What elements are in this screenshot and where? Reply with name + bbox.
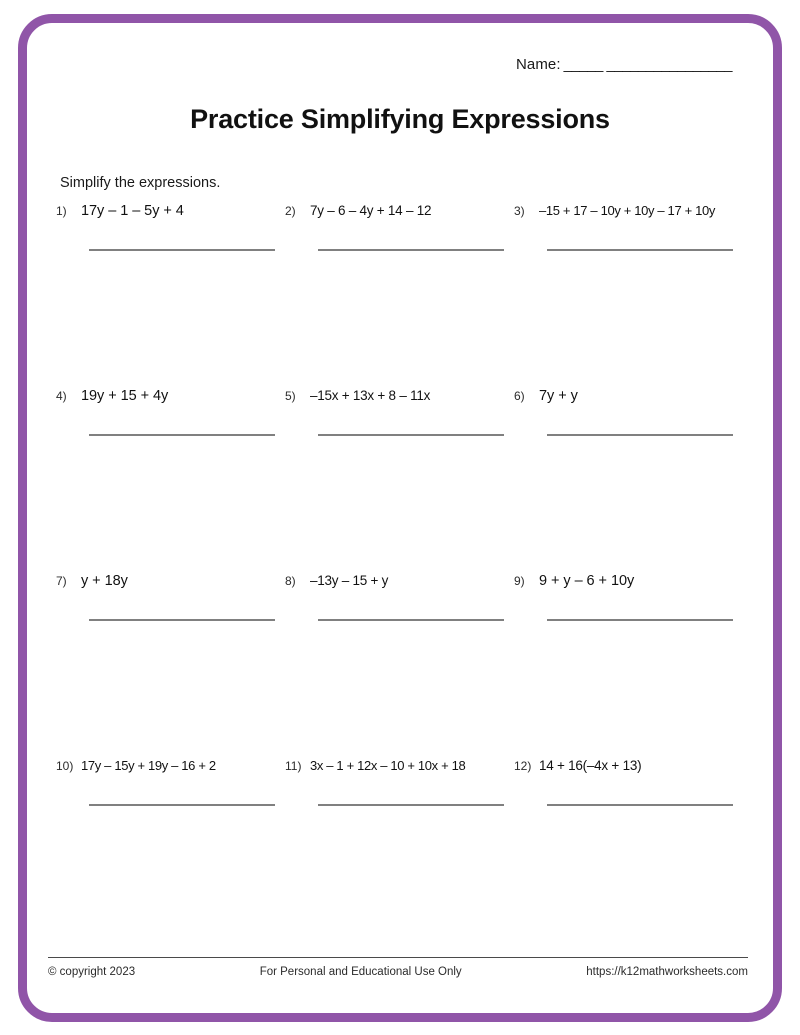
- answer-line[interactable]: [318, 619, 504, 621]
- problem-number: 1): [56, 204, 67, 218]
- answer-line[interactable]: [547, 619, 733, 621]
- problem-item-4: [56, 388, 285, 573]
- problem-expression: 14 + 16(–4x + 13): [539, 758, 642, 773]
- footer-copyright: © copyright 2023: [48, 966, 136, 978]
- problem-expression: –13y – 15 + y: [310, 573, 389, 588]
- problem-number: 5): [285, 389, 296, 403]
- answer-line[interactable]: [318, 804, 504, 806]
- answer-line[interactable]: [547, 804, 733, 806]
- problem-item-2: [285, 203, 514, 388]
- page-title: Practice Simplifying Expressions: [190, 104, 610, 134]
- problem-expression: –15 + 17 – 10y + 10y – 17 + 10y: [539, 203, 715, 218]
- answer-line[interactable]: [89, 804, 275, 806]
- answer-line[interactable]: [318, 249, 504, 251]
- problem-number: 3): [514, 204, 525, 218]
- problem-item-3: [514, 203, 743, 388]
- problem-expression: –15x + 13x + 8 – 11x: [310, 388, 431, 403]
- problem-row: [56, 758, 744, 773]
- problem-row: [56, 203, 744, 388]
- footer-divider: [48, 957, 748, 958]
- name-blank-line[interactable]: _____ ________________: [563, 56, 732, 73]
- problem-item-6: [514, 388, 743, 573]
- footer-url[interactable]: https://k12mathworksheets.com: [586, 966, 748, 978]
- problem-item-11: [285, 758, 514, 773]
- problem-number: 4): [56, 389, 67, 403]
- problem-expression: 19y + 15 + 4y: [81, 388, 169, 404]
- name-field[interactable]: [516, 56, 732, 73]
- problem-item-5: [285, 388, 514, 573]
- problem-expression: 7y – 6 – 4y + 14 – 12: [310, 203, 432, 218]
- problem-expression: 17y – 15y + 19y – 16 + 2: [81, 758, 216, 773]
- problem-number: 12): [514, 759, 532, 773]
- problem-number: 2): [285, 204, 296, 218]
- problem-number: 7): [56, 574, 67, 588]
- problem-row: [56, 388, 744, 573]
- answer-line[interactable]: [89, 249, 275, 251]
- problem-item-9: [514, 573, 743, 758]
- problem-number: 9): [514, 574, 525, 588]
- problem-row: [56, 573, 744, 758]
- problem-item-10: [56, 758, 285, 773]
- problems-grid: [56, 203, 744, 773]
- problem-expression: 17y – 1 – 5y + 4: [81, 203, 184, 219]
- problem-item-1: [56, 203, 285, 388]
- answer-line[interactable]: [547, 249, 733, 251]
- answer-line[interactable]: [89, 619, 275, 621]
- problem-expression: y + 18y: [81, 573, 128, 589]
- problem-number: 11): [285, 759, 302, 773]
- footer-usage-notice: For Personal and Educational Use Only: [259, 966, 462, 978]
- problem-number: 10): [56, 759, 74, 773]
- answer-line[interactable]: [318, 434, 504, 436]
- answer-line[interactable]: [547, 434, 733, 436]
- problem-item-8: [285, 573, 514, 758]
- problem-expression: 7y + y: [539, 388, 578, 404]
- problem-expression: 3x – 1 + 12x – 10 + 10x + 18: [310, 758, 466, 773]
- problem-item-12: [514, 758, 743, 773]
- page-footer: [48, 966, 748, 978]
- answer-line[interactable]: [89, 434, 275, 436]
- problem-number: 8): [285, 574, 296, 588]
- instruction-text: Simplify the expressions.: [60, 175, 221, 191]
- name-label: Name:: [515, 56, 561, 73]
- problem-number: 6): [514, 389, 525, 403]
- problem-expression: 9 + y – 6 + 10y: [539, 573, 635, 589]
- problem-item-7: [56, 573, 285, 758]
